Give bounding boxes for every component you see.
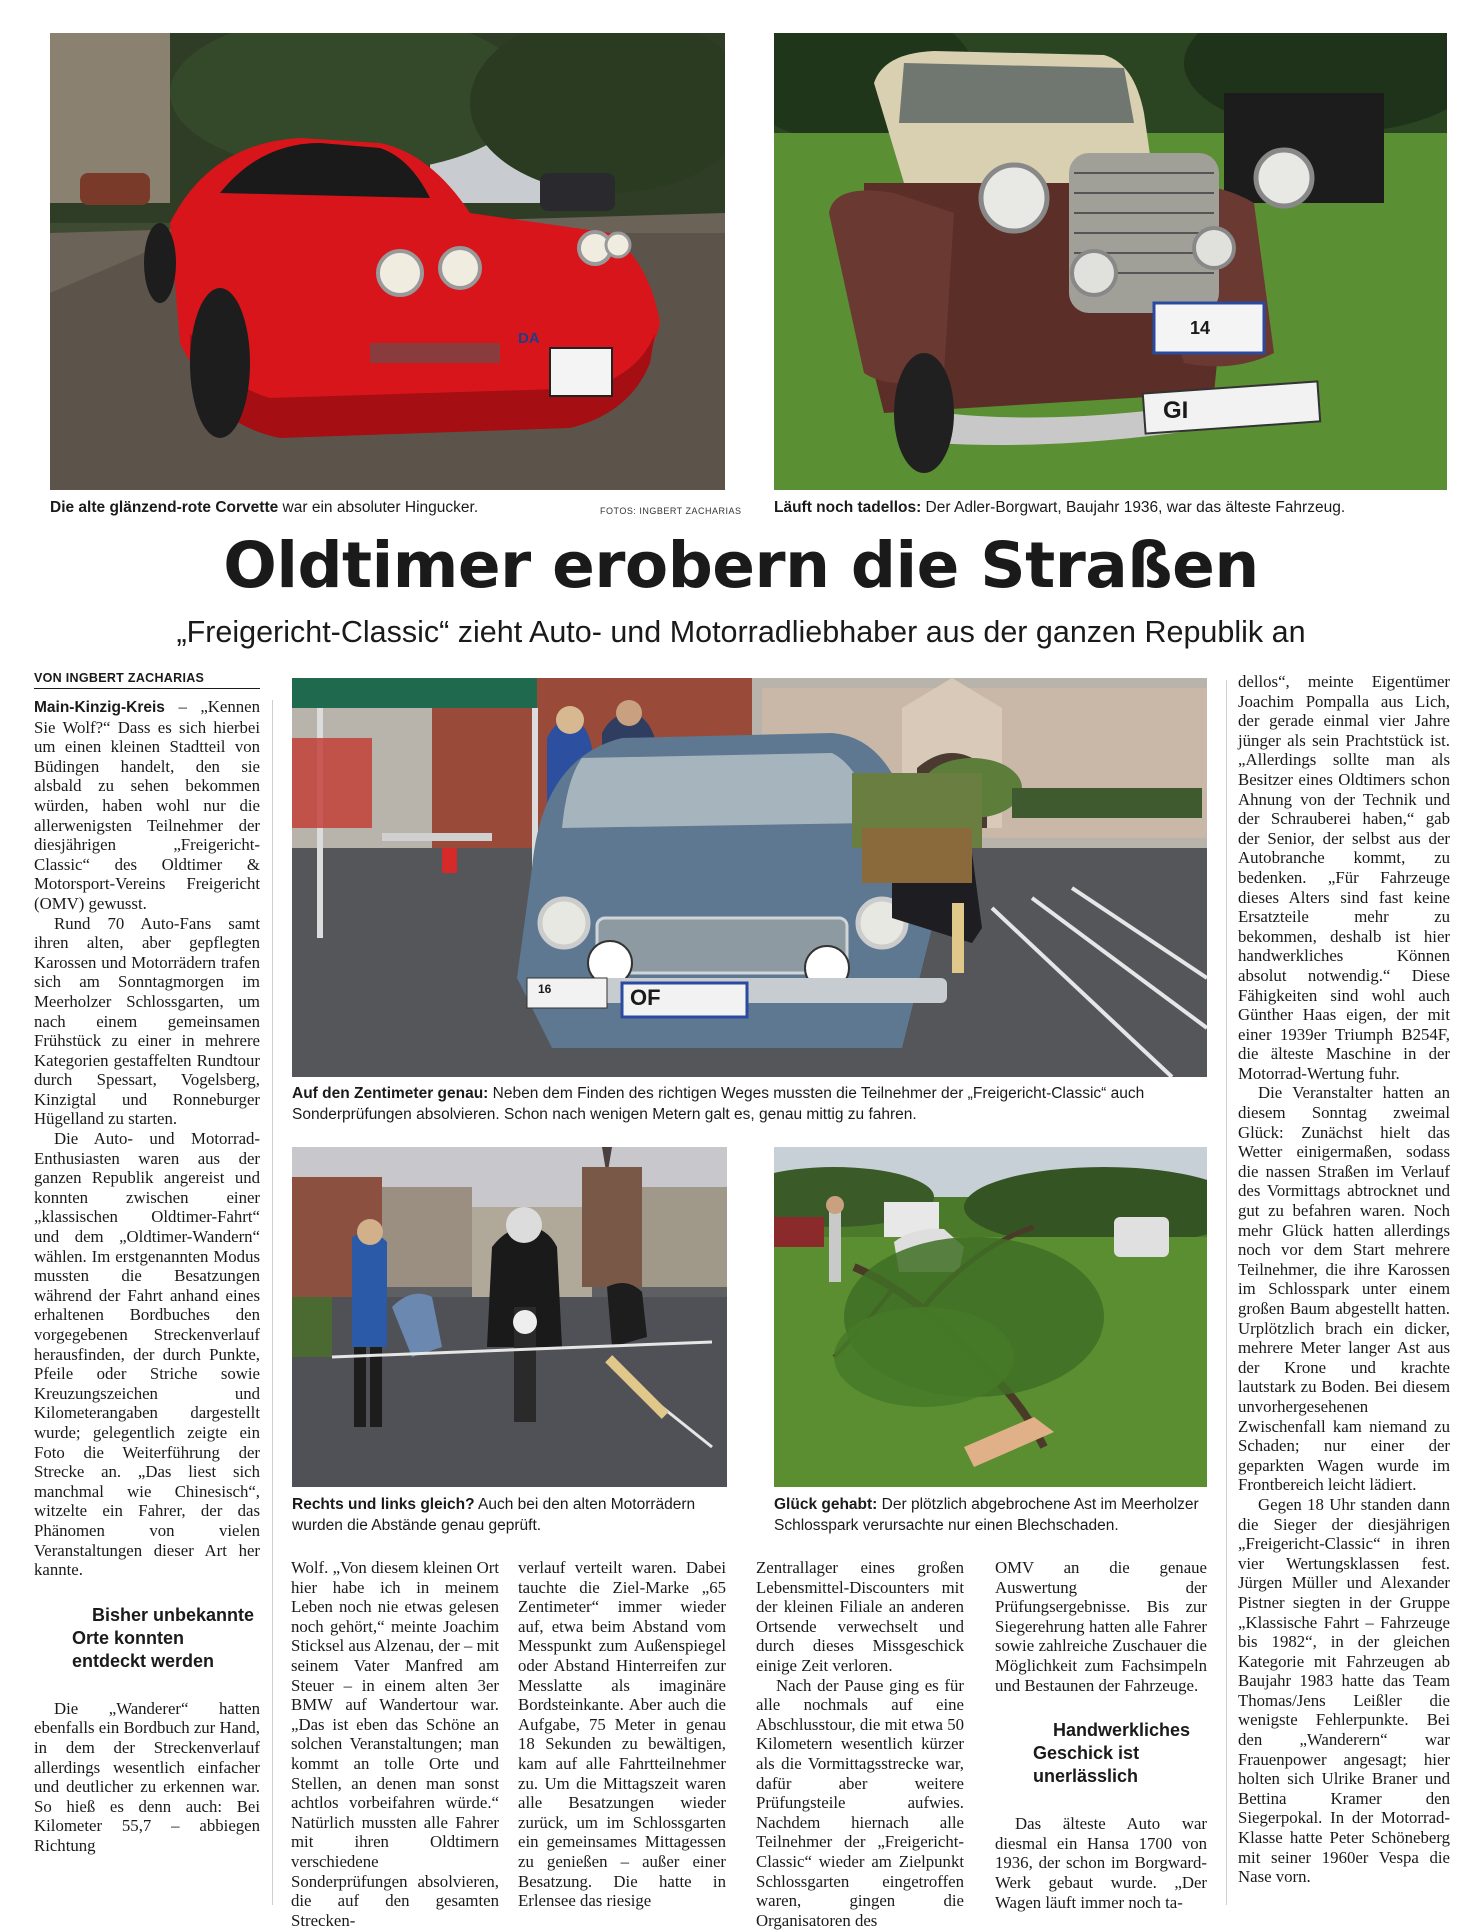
broken-branch-caption [774,1494,1207,1536]
photo-credit: FOTOS: INGBERT ZACHARIAS [600,506,742,516]
article-paragraph-text: – „Kennen Sie Wolf?“ Dass es sich hierbei um einen kleinen Stadtteil von Büdingen handelt, den sie alsbald zu sehen bekommen würden, haben wohl nur die allerwenigsten Teilnehmer der diesjährigen „Freigericht-Classic“ des Oldtimer & Motorsport-Vereins Freigericht (OMV) gewusst. [34,697,260,913]
section-subtitle: Handwerkliches Geschick ist unerlässlich [1033,1720,1191,1787]
adler-plate-text: GI [1163,397,1189,424]
corvette-plate-text: DA [518,330,540,347]
article-paragraph: dellos“, meinte Eigentümer Joachim Pompalla aus Lich, der gerade einmal vier Jahre jünger als sein Prachtstück ist. „Allerdings sollte man als Besitzer eines Oldtimers schon Ahnung von der Technik und der Schrauberei haben,“ gab der Senior, der selbst aus der Autobranche kommt, zu bedenken. „Für Fahrzeuge dieses Alters sind fast keine Ersatzteile mehr zu bekommen, deshalb ist hier handwerkliches Können absolut notwendig.“ Diese Fähigkeiten sind wohl auch Günther Haas eigen, der mit einer 1939er Triumph B254F, die älteste Maschine in der Motorrad-Wertung fuhr. [1238,672,1450,1083]
author-byline: VON INGBERT ZACHARIAS [34,671,260,689]
ast-caption-text: Der plötzlich abgebrochene Ast im Meerholzer Schlosspark verursachte nur einen Blechschaden. [774,1496,1199,1534]
article-paragraph: Zentrallager eines großen Lebensmittel-Discounters mit der kleinen Filiale an anderen Ortsende verwechselt und durch dieses Missgeschick einige Zeit verloren. [756,1558,964,1675]
article-paragraph: Gegen 18 Uhr standen dann die Sieger der diesjährigen „Freigericht-Classic“ in ihren vier Wertungsklassen fest. Jürgen Müller und Alexander Pistner siegten in der Gruppe „Klassische Fahrt – Fahrzeuge bis 1982“, in der gleichen Kategorie mit Fahrzeugen ab Baujahr 1983 hatte das Team Thomas/Jens Leißler die wenigste Fehlerpunkte. Bei den „Wanderern“ war Frauenpower angesagt; hier holten sich Ulrike Braner und Bettina Kramer den Siegerpokal. In der Motorrad-Klasse hatte Peter Schöneberg mit seiner 1960er Vespa die Nase vorn. [1238,1494,1450,1887]
article-column-4 [756,1558,964,1930]
article-column-6 [1238,672,1450,1912]
corvette-caption-text: war ein absoluter Hingucker. [278,499,479,516]
adler-borgwart-caption [774,497,1447,518]
corvette-caption-bold: Die alte glänzend-rote Corvette [50,499,279,516]
adler-caption-text: Der Adler-Borgwart, Baujahr 1936, war das älteste Fahrzeug. [921,499,1346,516]
motorrad-caption [292,1494,727,1536]
article-paragraph: Nach der Pause ging es für alle nochmals auf eine Abschlusstour, die mit etwa 50 Kilometern wesentlich kürzer als die Vormittagsstrecke war, dafür aber weitere Prüfungsteile aufwies. Nachdem hiernach alle Teilnehmer der „Freigericht-Classic“ wieder am Zielpunkt Schlossgarten eingetroffen waren, gingen die Organisatoren des [756,1675,964,1930]
article-paragraph: Das älteste Auto war diesmal ein Hansa 1700 von 1936, der schon im Borgward-Werk gebaut wurde. „Der Wagen läuft immer noch ta- [995,1814,1207,1912]
article-paragraph: Rund 70 Auto-Fans samt ihren alten, aber gepflegten Karossen und Motorrädern trafen sich am Sonntagmorgen im Meerholzer Schlossgarten, um nach einem gemeinsamen Frühstück zu einer in mehrere Kategorien gestaffelten Rundtour durch Spessart, Vogelsberg, Kinzigtal und Ronneburger Hügelland zu starten. [34,913,260,1129]
volvo-badge-number: 16 [538,982,552,996]
article-paragraph [34,697,260,914]
article-column-5 [995,1558,1207,1912]
volvo-caption [292,1083,1207,1125]
column-rule [1226,680,1227,1905]
article-column-3 [518,1558,726,1911]
adler-borgwart-photo [774,33,1447,490]
volvo-plate-text: OF [630,985,661,1010]
motorrad-caption-bold: Rechts und links gleich? [292,1496,475,1513]
column-rule [272,700,273,1905]
adler-caption-bold: Läuft noch tadellos: [774,499,922,516]
article-paragraph: Die Veranstalter hatten an diesem Sonntag zweimal Glück: Zunächst hielt das Wetter einigermaßen, sodass die nassen Straßen im Verlauf des Vormittags abtrocknet und gut zu befahren waren. Noch mehr Glück hatten allerdings noch vor dem Start mehrere Teilnehmer, die ihre Karossen im Schlosspark unter einem großen Baum abgestellt hatten. Urplötzlich brach ein dicker, mehrere Meter langer Ast aus der Krone und krachte lautstark zu Boden. Bei diesem unvorhergesehenen Zwischenfall kam niemand zu Schaden; nur einer der geparkten Wagen wurde im Frontbereich leicht lädiert. [1238,1083,1450,1495]
article-column-1 [34,697,260,1907]
section-subtitle: Bisher unbekannte Orte konnten entdeckt werden [72,1604,255,1671]
article-paragraph: Die Auto- und Motorrad-Enthusiasten waren aus der ganzen Republik angereist und konnten zwischen einer „klassischen Oldtimer-Fahrt“ und dem „Oldtimer-Wandern“ wählen. Im erstgenannten Modus mussten die Besatzungen während der Fahrt anhand eines erhaltenen Bordbuches den vorgegebenen Streckenverlauf herausfinden, der durch Punkte, Pfeile oder Striche sowie Kreuzungszeichen und Kilometerangaben dargestellt wurde; gelegentlich zeigte ein Foto die Weiterführung der Strecke an. „Das liest sich manchmal wie Chinesisch“, witzelte ein Fahrer, der das Phänomen von vielen Veranstaltungen dieser Art her kannte. [34,1129,260,1580]
volvo-caption-bold: Auf den Zentimeter genau: [292,1085,489,1102]
broken-branch-photo [774,1147,1207,1487]
article-paragraph: Wolf. „Von diesem kleinen Ort hier habe ich in meinem Leben noch nie etwas gelesen noch gehört,“ meinte Joachim Sticksel aus Alzenau, der – mit seinem Vater Manfred am Steuer – in einem alten 3er BMW auf Wandertour war. „Das ist eben das Schöne an solchen Veranstaltungen; man kommt an tolle Orte und Stellen, an denen man sonst achtlos vorbeifahren würde.“ Natürlich mussten alle Fahrer mit ihren Oldtimern verschiedene Sonderprüfungen absolvieren, die auf den gesamten Strecken- [291,1558,499,1930]
headline: Oldtimer erobern die Straßen [223,529,1259,602]
motorrad-caption-text: Auch bei den alten Motorrädern wurden die Abstände genau geprüft. [292,1496,696,1534]
ast-caption-bold: Glück gehabt: [774,1496,878,1513]
adler-badge-number: 14 [1190,318,1211,338]
dateline: Main-Kinzig-Kreis [34,699,165,716]
volvo-photo [292,678,1207,1077]
article-paragraph: Die „Wanderer“ hatten ebenfalls ein Bordbuch zur Hand, in dem der Streckenverlauf allerdings wesentlich einfacher und deutlicher zu erkennen war. So hieß es denn auch: Bei Kilometer 55,7 – abbiegen Richtung [34,1698,261,1855]
corvette-photo [50,33,725,490]
subheadline: „Freigericht-Classic“ zieht Auto- und Motorradliebhaber aus der ganzen Republik an [176,615,1306,649]
article-paragraph: OMV an die genaue Auswertung der Prüfungsergebnisse. Bis zur Siegerehrung hatten alle Fahrer sowie zahlreiche Zuschauer die Möglichkeit zum Fachsimpeln und Bestaunen der Fahrzeuge. [995,1558,1207,1695]
volvo-caption-text: Neben dem Finden des richtigen Weges mussten die Teilnehmer der „Freigericht-Classic“ auch Sonderprüfungen absolvieren. Schon nach wenigen Metern galt es, genau mittig zu fahren. [292,1085,1145,1123]
motorrad-photo [292,1147,727,1487]
corvette-caption [50,497,610,518]
article-column-2 [291,1558,499,1930]
article-paragraph: verlauf verteilt waren. Dabei tauchte die Ziel-Marke „65 Zentimeter“ immer wieder auf, etwa beim Abstand vom Messpunkt zum Außenspiegel oder Abstand Hinterreifen zur Messlatte als imaginäre Bordsteinkante. Aber auch die Aufgabe, 75 Meter in genau 18 Sekunden zu bewältigen, kam auf alle Fahrtteilnehmer zu. Um die Mittagszeit waren alle Besatzungen wieder zurück, um im Schlossgarten ein gemeinsames Mittagessen zu genießen – außer einer Besatzung. Die hatte in Erlensee das riesige [518,1558,726,1911]
